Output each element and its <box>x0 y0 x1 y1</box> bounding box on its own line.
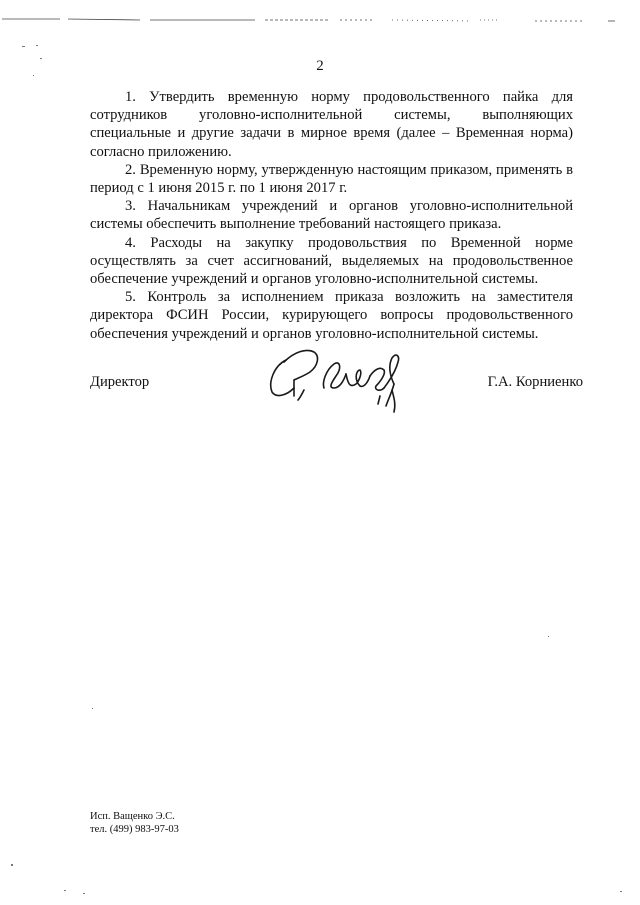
executor-phone: тел. (499) 983-97-03 <box>90 824 179 835</box>
paragraph-4: 4. Расходы на закупку продовольствия по Временной норме осуществлять за счет ассигнований, выделяемых на продовольственное обеспечение учреждений и органов уголовно-исполнительной системы. <box>90 234 573 288</box>
order-body <box>90 88 573 343</box>
paragraph-3: 3. Начальникам учреждений и органов уголовно-исполнительной системы обеспечить выполнение требований настоящего приказа. <box>90 198 573 233</box>
scan-edge-artifact <box>0 0 640 30</box>
executor-name: Исп. Ващенко Э.С. <box>90 811 175 822</box>
paragraph-2: 2. Временную норму, утвержденную настоящим приказом, применять в период с 1 июня 2015 г. по 1 июня 2017 г. <box>90 161 573 197</box>
paragraph-5: 5. Контроль за исполнением приказа возложить на заместителя директора ФСИН России, курирующего вопросы продовольственного обеспечения учреждений и органов уголовно-исполнительной системы. <box>90 289 573 342</box>
signatory-role: Директор <box>90 374 150 390</box>
paragraph-1: 1. Утвердить временную норму продовольственного пайка для сотрудников уголовно-исполнительной системы, выполняющих специальные и другие задачи в мирное время (далее – Временная норма) согласно приложению. <box>90 89 573 160</box>
executor-info <box>90 810 179 836</box>
page-number: 2 <box>316 58 324 74</box>
signatory-name: Г.А. Корниенко <box>487 374 583 390</box>
signature-block <box>90 340 583 420</box>
handwritten-signature <box>264 340 414 418</box>
